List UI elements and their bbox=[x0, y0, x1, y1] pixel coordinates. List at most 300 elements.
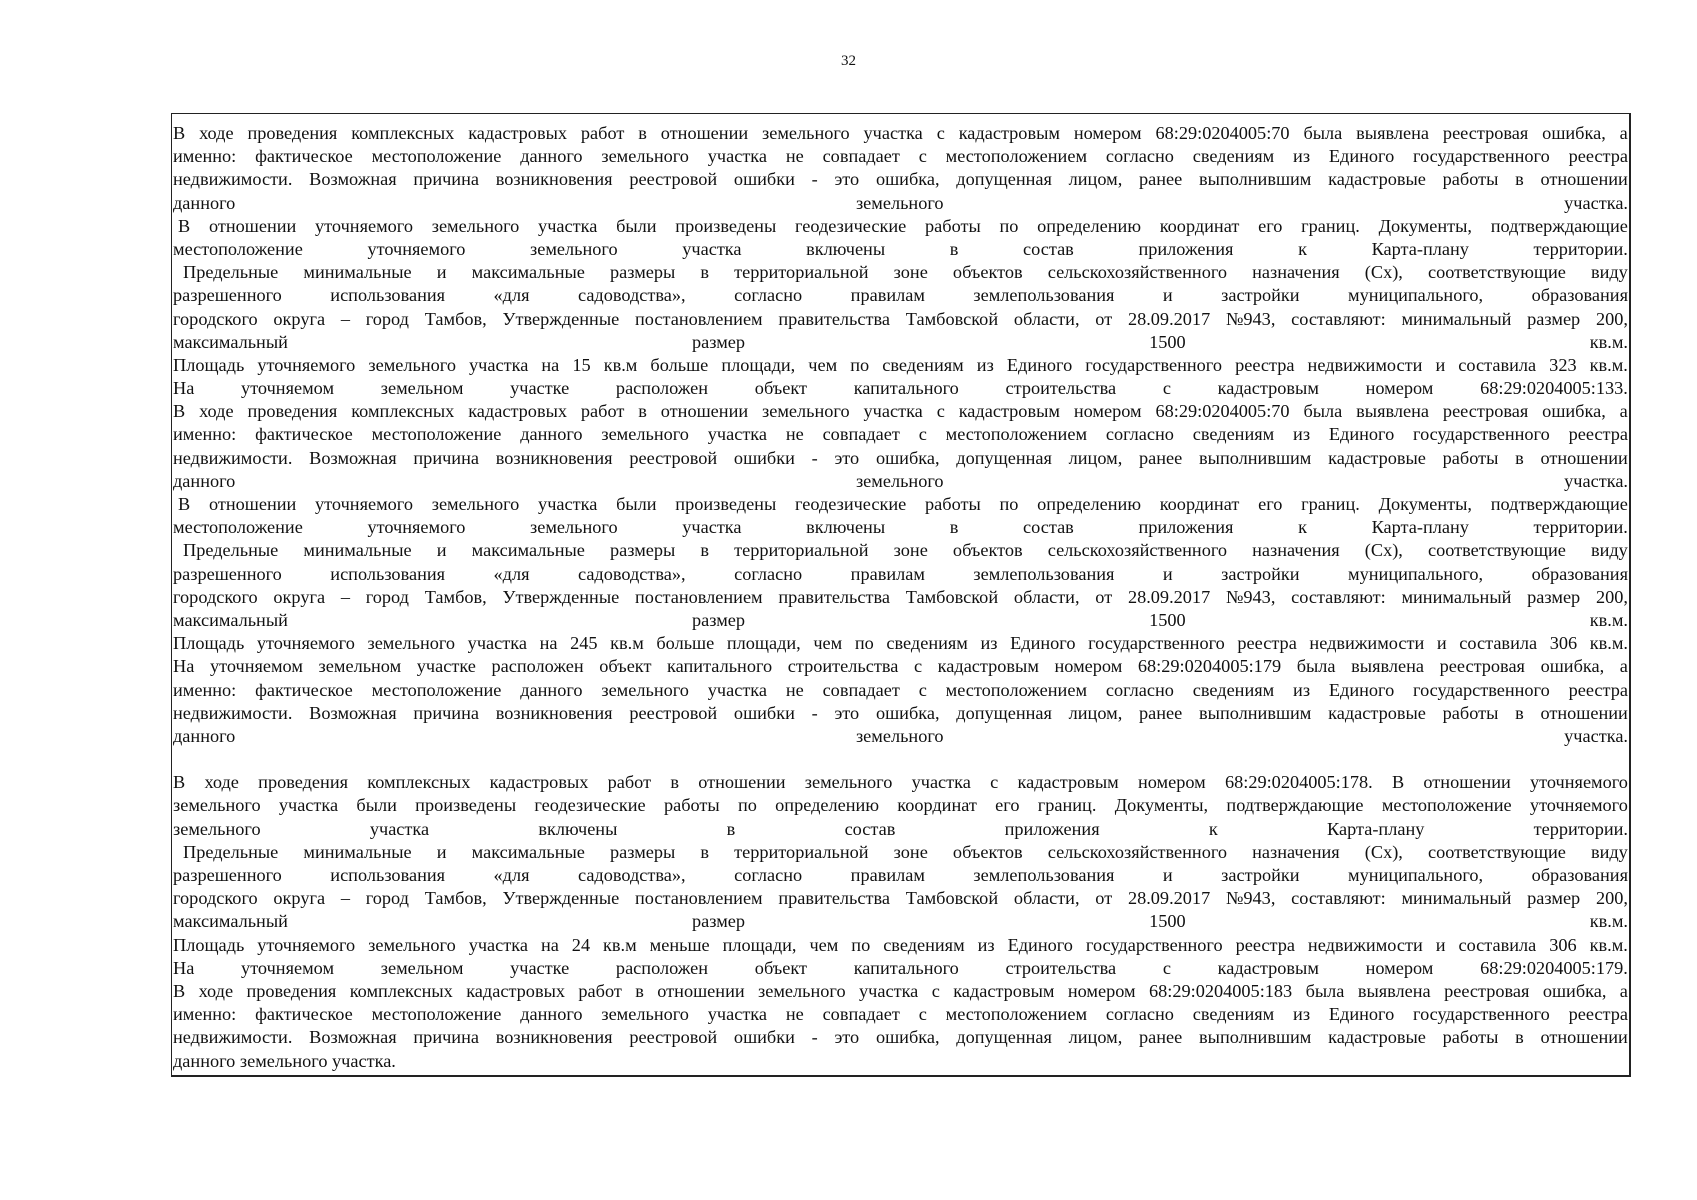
word: и bbox=[436, 540, 447, 561]
word: геодезические bbox=[794, 494, 907, 514]
word: из bbox=[1293, 424, 1311, 445]
word: кадастровым bbox=[1217, 378, 1319, 399]
word: состав bbox=[1023, 238, 1074, 259]
word: строительства bbox=[787, 656, 899, 677]
word: территориальной bbox=[734, 540, 869, 561]
word: объект bbox=[754, 378, 807, 399]
word: 200, bbox=[1595, 888, 1628, 909]
word: подтверждающие bbox=[1490, 215, 1628, 236]
text-line bbox=[173, 261, 1628, 284]
word: минимальный bbox=[1401, 888, 1512, 909]
word: и bbox=[1436, 633, 1447, 654]
word: в bbox=[638, 123, 647, 143]
word: кв.м. bbox=[1589, 354, 1628, 375]
word: уточняемого bbox=[315, 215, 413, 236]
word: строительства bbox=[1005, 378, 1117, 399]
word: земельного bbox=[855, 470, 944, 491]
word: город bbox=[365, 308, 409, 329]
word: номером bbox=[1137, 772, 1206, 793]
word: виду bbox=[1590, 540, 1628, 561]
word: к bbox=[1298, 238, 1307, 259]
word: согласно bbox=[734, 285, 803, 306]
word: объект bbox=[754, 957, 807, 978]
word: составила bbox=[1458, 354, 1537, 375]
word: его bbox=[995, 795, 1020, 816]
word: сведениям bbox=[883, 934, 965, 955]
word: ошибки bbox=[733, 702, 795, 723]
word: из bbox=[976, 354, 994, 375]
word: земельном bbox=[380, 378, 464, 399]
word: ошибка, bbox=[875, 1027, 940, 1048]
word: «для bbox=[493, 285, 530, 306]
word: 24 bbox=[571, 934, 591, 955]
word: минимальный bbox=[1401, 308, 1512, 329]
word: зоне bbox=[893, 841, 928, 862]
word: расположен bbox=[491, 656, 584, 677]
word: государственного bbox=[1413, 679, 1550, 700]
text-line bbox=[173, 748, 1628, 771]
word: Единого bbox=[1328, 679, 1395, 700]
word: данного bbox=[520, 146, 583, 167]
word: реестровая bbox=[1442, 123, 1529, 143]
word: кадастровые bbox=[1328, 1027, 1426, 1048]
word: 68:29:0204005:70 bbox=[1155, 401, 1290, 422]
word: и bbox=[436, 262, 447, 283]
word: реестровая bbox=[1444, 980, 1530, 1001]
word: участка bbox=[707, 1004, 768, 1025]
word: произведены bbox=[675, 494, 777, 514]
word: и bbox=[436, 841, 447, 862]
word: в bbox=[670, 772, 679, 793]
word: местоположение bbox=[1381, 795, 1512, 816]
word: реестра bbox=[1568, 424, 1628, 445]
word: лицом, bbox=[1068, 169, 1123, 190]
word: использования bbox=[330, 285, 446, 306]
word: включены bbox=[806, 517, 886, 538]
word: 306 bbox=[1549, 633, 1578, 654]
word: данного bbox=[173, 192, 236, 213]
word: реестра bbox=[1235, 354, 1295, 375]
word: уточняемого bbox=[257, 934, 356, 955]
word: государственного bbox=[1413, 1004, 1550, 1025]
word: сведениям bbox=[1192, 679, 1275, 700]
word: в bbox=[700, 841, 710, 862]
word: ходе bbox=[199, 123, 234, 143]
word: выполнившим bbox=[1199, 702, 1312, 723]
word: земельного bbox=[601, 679, 689, 700]
word: кадастровых bbox=[466, 980, 566, 1001]
word: местоположением bbox=[945, 1004, 1088, 1025]
word: реестровой bbox=[629, 1027, 718, 1048]
word: определению bbox=[1037, 215, 1141, 236]
word: с bbox=[990, 772, 999, 793]
word: земельном bbox=[318, 656, 402, 677]
text-line bbox=[173, 818, 1628, 841]
word: координат bbox=[1159, 215, 1240, 236]
word: разрешенного bbox=[173, 563, 282, 584]
word: не bbox=[785, 1004, 804, 1025]
word: земельного bbox=[431, 215, 520, 236]
word: участка. bbox=[1564, 192, 1628, 213]
word: работы bbox=[1442, 169, 1499, 190]
word: ошибки bbox=[733, 169, 795, 190]
word: данного bbox=[173, 470, 236, 491]
word: чем bbox=[813, 633, 843, 654]
word: 1500 bbox=[1149, 609, 1186, 630]
word: земельного bbox=[855, 725, 944, 746]
word: это bbox=[834, 1027, 860, 1048]
word: уточняемом bbox=[209, 656, 303, 677]
word: земельного bbox=[431, 494, 520, 514]
word: «для bbox=[493, 563, 530, 584]
word: согласно bbox=[1105, 424, 1174, 445]
word: по bbox=[737, 795, 757, 816]
word: расположен bbox=[615, 378, 709, 399]
word: недвижимости bbox=[1307, 934, 1423, 955]
word: зоне bbox=[893, 262, 928, 283]
word: городского bbox=[173, 308, 258, 329]
word: отношении bbox=[660, 401, 749, 422]
word: проведения bbox=[258, 772, 349, 793]
word: недвижимости. bbox=[173, 447, 293, 468]
text-line bbox=[173, 493, 1628, 516]
word: недвижимости. bbox=[173, 1027, 293, 1048]
word: это bbox=[834, 702, 860, 723]
word: работы bbox=[1442, 1027, 1499, 1048]
word: кадастровые bbox=[1328, 702, 1426, 723]
word: из bbox=[1293, 146, 1311, 167]
word: участка bbox=[859, 980, 919, 1001]
word: с bbox=[1162, 957, 1171, 978]
word: границ. bbox=[1301, 215, 1360, 236]
word: кадастровых bbox=[468, 123, 568, 143]
word: садоводства», bbox=[577, 865, 686, 885]
word: фактическое bbox=[255, 146, 353, 167]
word: с bbox=[936, 401, 945, 422]
word: ошибка, bbox=[1542, 123, 1606, 143]
word: округа bbox=[273, 888, 326, 909]
word: уточняемого bbox=[257, 354, 356, 375]
word: постановлением bbox=[635, 888, 763, 909]
word: размер bbox=[1527, 586, 1581, 607]
word: а bbox=[1619, 123, 1628, 143]
word: 28.09.2017 bbox=[1127, 308, 1211, 329]
word: виду bbox=[1590, 841, 1628, 862]
word: ранее bbox=[1139, 169, 1183, 190]
word: – bbox=[340, 888, 350, 909]
word: отношении bbox=[1540, 447, 1628, 468]
word: площади, bbox=[721, 354, 796, 375]
word: кв.м bbox=[610, 633, 644, 654]
word: Единого bbox=[1007, 934, 1073, 955]
word: земельного bbox=[368, 934, 456, 955]
word: 200, bbox=[1595, 586, 1628, 607]
word: не bbox=[785, 146, 804, 167]
word: земельного bbox=[368, 354, 456, 375]
word: отношении bbox=[698, 772, 786, 793]
word: больше bbox=[650, 354, 709, 375]
word: виду bbox=[1590, 262, 1628, 283]
word: Документы, bbox=[1378, 215, 1473, 236]
word: выявлена bbox=[1356, 401, 1430, 422]
text-line bbox=[173, 354, 1628, 377]
word: выполнившим bbox=[1199, 447, 1312, 468]
word: кадастровых bbox=[468, 401, 568, 422]
word: фактическое bbox=[255, 424, 353, 445]
word: комплексных bbox=[351, 401, 455, 422]
word: составила bbox=[1459, 633, 1538, 654]
text-line bbox=[173, 423, 1628, 446]
text-line bbox=[173, 145, 1628, 168]
word: допущенная bbox=[956, 702, 1052, 723]
word: местоположением bbox=[945, 146, 1088, 167]
word: государственного bbox=[1085, 934, 1223, 955]
word: возникновения bbox=[495, 447, 613, 468]
word: совпадает bbox=[822, 1004, 900, 1025]
word: Карта-плану bbox=[1371, 238, 1469, 259]
word: ранее bbox=[1139, 702, 1183, 723]
word: землепользования bbox=[973, 865, 1115, 885]
word: правилам bbox=[850, 865, 925, 885]
word: застройки bbox=[1221, 563, 1300, 584]
word: состав bbox=[1023, 517, 1074, 538]
word: 68:29:0204005:179. bbox=[1480, 957, 1628, 978]
word: минимальные bbox=[303, 262, 412, 283]
word: выполнившим bbox=[1199, 1027, 1312, 1048]
word: соответствующие bbox=[1427, 841, 1566, 862]
word: территории. bbox=[1533, 238, 1628, 259]
word: реестровой bbox=[629, 702, 718, 723]
word: ошибка, bbox=[1542, 980, 1607, 1001]
word: допущенная bbox=[956, 169, 1052, 190]
word: размеры bbox=[609, 540, 676, 561]
word: Единого bbox=[1010, 633, 1076, 654]
word: участка bbox=[278, 795, 339, 816]
word: земельного bbox=[173, 795, 261, 816]
word: были bbox=[616, 494, 657, 514]
word: реестровая bbox=[1442, 401, 1529, 422]
word: участка bbox=[707, 424, 768, 445]
word: правительства bbox=[778, 586, 890, 607]
word: приложения bbox=[1138, 517, 1234, 538]
word: номером bbox=[1054, 656, 1123, 677]
word: уточняемом bbox=[241, 378, 335, 399]
text-line bbox=[173, 679, 1628, 702]
word: 68:29:0204005:178. bbox=[1224, 772, 1373, 793]
word: по bbox=[999, 215, 1019, 236]
word: разрешенного bbox=[173, 285, 282, 306]
word: ошибка, bbox=[1542, 401, 1606, 422]
word: максимальные bbox=[471, 262, 585, 283]
word: Утвержденные bbox=[502, 888, 620, 909]
word: составляют: bbox=[1291, 888, 1386, 909]
word: Возможная bbox=[309, 447, 397, 468]
word: образования bbox=[1531, 563, 1628, 584]
word: На bbox=[173, 656, 195, 677]
word: 245 bbox=[570, 633, 598, 654]
word: меньше bbox=[649, 934, 710, 955]
word: подтверждающие bbox=[1490, 494, 1628, 514]
word: фактическое bbox=[255, 1004, 353, 1025]
word: а bbox=[1619, 656, 1628, 677]
word: участка bbox=[707, 146, 768, 167]
word: работы bbox=[925, 215, 981, 236]
word: кадастровым bbox=[958, 401, 1060, 422]
word: возникновения bbox=[495, 702, 613, 723]
word: именно: bbox=[173, 424, 237, 445]
word: были bbox=[616, 215, 657, 236]
word: работ bbox=[578, 980, 622, 1001]
word: была bbox=[1303, 123, 1343, 143]
word: с bbox=[918, 1004, 927, 1025]
word: кв.м. bbox=[1589, 609, 1628, 630]
word: Тамбовской bbox=[905, 888, 999, 909]
word: землепользования bbox=[973, 563, 1115, 584]
word: отношении bbox=[208, 215, 297, 236]
word: работы bbox=[925, 494, 981, 514]
word: Предельные bbox=[183, 262, 279, 283]
word: именно: bbox=[173, 146, 237, 167]
word: кв.м bbox=[603, 354, 638, 375]
word: с bbox=[918, 146, 927, 167]
word: местоположением bbox=[945, 679, 1088, 700]
word: по bbox=[850, 354, 870, 375]
word: от bbox=[1095, 888, 1113, 909]
word: земельного bbox=[601, 424, 689, 445]
text-line bbox=[173, 377, 1628, 400]
word: государственного bbox=[1413, 424, 1550, 445]
text-line bbox=[173, 586, 1628, 609]
word: это bbox=[834, 447, 860, 468]
word: участка bbox=[538, 215, 598, 236]
word: В bbox=[178, 215, 191, 236]
word: земельного bbox=[804, 772, 893, 793]
word: земельного bbox=[758, 980, 846, 1001]
word: садоводства», bbox=[577, 563, 686, 584]
word: комплексных bbox=[349, 980, 453, 1001]
word: земельного bbox=[855, 192, 944, 213]
word: выявлена bbox=[1357, 980, 1431, 1001]
word: в bbox=[700, 540, 710, 561]
word: участка bbox=[863, 123, 923, 143]
word: ошибка, bbox=[1540, 656, 1605, 677]
word: определению bbox=[775, 795, 879, 816]
word: работ bbox=[580, 401, 625, 422]
word: использования bbox=[330, 865, 446, 885]
word: постановлением bbox=[635, 586, 763, 607]
word: назначения bbox=[1252, 262, 1340, 283]
text-line bbox=[173, 447, 1628, 470]
word: сведениям bbox=[886, 633, 968, 654]
text-line bbox=[173, 168, 1628, 191]
word: ошибки bbox=[733, 447, 795, 468]
word: 1500 bbox=[1149, 911, 1186, 932]
text-line bbox=[173, 655, 1628, 678]
text-line bbox=[173, 238, 1628, 261]
word: ошибка, bbox=[875, 169, 940, 190]
word: составляют: bbox=[1291, 308, 1386, 329]
word: его bbox=[1258, 494, 1283, 514]
word: по bbox=[854, 633, 874, 654]
word: ошибка, bbox=[875, 702, 940, 723]
word: Тамбовской bbox=[905, 586, 999, 607]
word: использования bbox=[330, 563, 446, 584]
word: участке bbox=[416, 656, 476, 677]
word: 15 bbox=[572, 354, 591, 375]
word: с bbox=[1162, 378, 1171, 399]
word: кадастровых bbox=[489, 772, 589, 793]
word: именно: bbox=[173, 679, 237, 700]
word: его bbox=[1258, 215, 1283, 236]
word: границ. bbox=[1301, 494, 1360, 514]
word: возникновения bbox=[495, 1027, 613, 1048]
word: На bbox=[173, 957, 195, 978]
word: отношении bbox=[208, 494, 297, 514]
word: Документы, bbox=[1114, 795, 1209, 816]
text-line bbox=[173, 702, 1628, 725]
word: правилам bbox=[850, 285, 925, 306]
word: Карта-плану bbox=[1371, 517, 1469, 538]
word: Возможная bbox=[309, 169, 397, 190]
word: именно: bbox=[173, 1004, 237, 1025]
word: и bbox=[1162, 865, 1173, 885]
word: сведениям bbox=[882, 354, 964, 375]
word: по bbox=[851, 934, 871, 955]
word: отношении bbox=[1423, 772, 1511, 793]
word: застройки bbox=[1221, 865, 1300, 885]
text-line bbox=[173, 864, 1628, 887]
word: Возможная bbox=[309, 702, 397, 723]
word: строительства bbox=[1005, 957, 1117, 978]
word: недвижимости bbox=[1307, 354, 1423, 375]
word: и bbox=[1435, 354, 1446, 375]
word: земельного bbox=[530, 238, 618, 259]
word: сельскохозяйственного bbox=[1047, 262, 1228, 283]
word: - bbox=[811, 447, 818, 468]
word: минимальный bbox=[1401, 586, 1512, 607]
text-line bbox=[173, 516, 1628, 539]
word: №943, bbox=[1225, 888, 1276, 909]
text-line bbox=[173, 1003, 1628, 1026]
word: в bbox=[635, 980, 644, 1001]
word: сведениям bbox=[1192, 1004, 1275, 1025]
word: В bbox=[173, 401, 186, 422]
word: участка. bbox=[1564, 725, 1628, 746]
word: правительства bbox=[778, 888, 890, 909]
word: совпадает bbox=[822, 424, 900, 445]
word: уточняемого bbox=[1530, 772, 1628, 793]
word: в bbox=[1515, 1027, 1524, 1048]
word: максимальный bbox=[173, 911, 288, 932]
word: области, bbox=[1013, 308, 1080, 329]
word: местоположение bbox=[173, 517, 303, 538]
word: из bbox=[1293, 1004, 1311, 1025]
text-line bbox=[173, 910, 1628, 933]
word: выполнившим bbox=[1199, 169, 1312, 190]
word: в bbox=[949, 517, 959, 538]
word: кв.м bbox=[603, 934, 637, 955]
word: недвижимости. bbox=[173, 169, 293, 190]
word: работы bbox=[1442, 447, 1499, 468]
word: назначения bbox=[1252, 540, 1340, 561]
word: подтверждающие bbox=[1226, 795, 1364, 816]
text-line bbox=[173, 841, 1628, 864]
word: местоположение bbox=[371, 1004, 502, 1025]
word: объектов bbox=[952, 262, 1023, 283]
word: реестра bbox=[1568, 1004, 1628, 1025]
word: больше bbox=[656, 633, 715, 654]
word: работ bbox=[580, 123, 625, 143]
